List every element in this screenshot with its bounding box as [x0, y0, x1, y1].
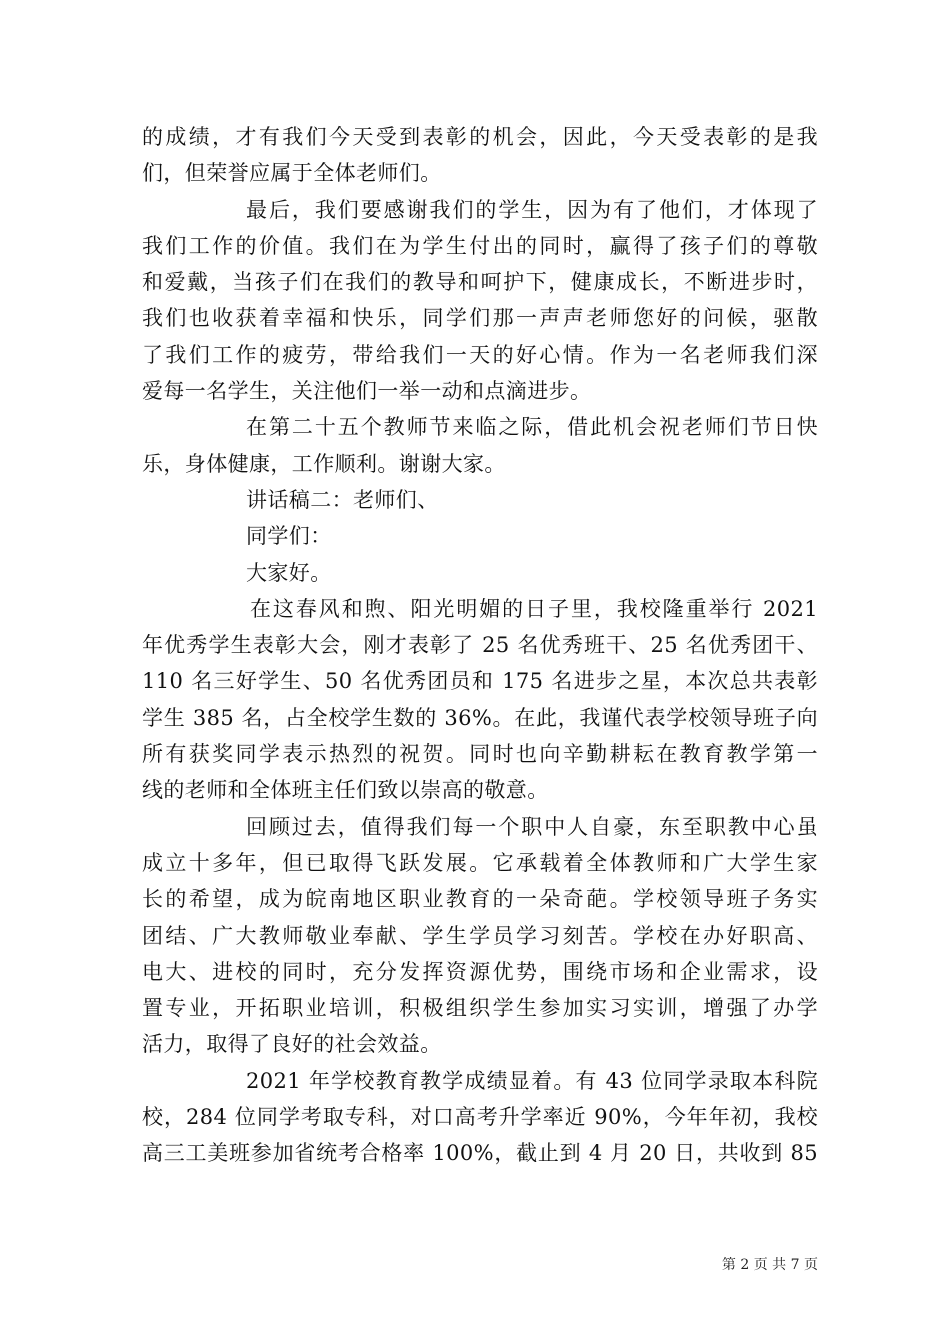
text-line: 长的希望，成为皖南地区职业教育的一朵奇葩。学校领导班子务实: [142, 887, 818, 912]
salutation-line: 同学们：: [246, 524, 332, 549]
text-line: 爱每一名学生，关注他们一举一动和点滴进步。: [142, 379, 592, 404]
text-line: 高三工美班参加省统考合格率 100%，截止到 4 月 20 日，共收到 85: [142, 1141, 818, 1166]
paragraph-start-line: 在第二十五个教师节来临之际，借此机会祝老师们节日快: [246, 415, 818, 440]
greeting-line: 大家好。: [246, 560, 332, 585]
text-line: 电大、进校的同时，充分发挥资源优势，围绕市场和企业需求，设: [142, 959, 818, 984]
text-line: 我们工作的价值。我们在为学生付出的同时，赢得了孩子们的尊敬: [142, 233, 818, 258]
text-line: 线的老师和全体班主任们致以崇高的敬意。: [142, 778, 549, 803]
text-line: 团结、广大教师敬业奉献、学生学员学习刻苦。学校在办好职高、: [142, 923, 818, 948]
text-line: 和爱戴，当孩子们在我们的教导和呵护下，健康成长，不断进步时，: [142, 270, 818, 295]
page-indicator: 第 2 页 共 7 页: [721, 1257, 818, 1273]
text-line: 所有获奖同学表示热烈的祝贺。同时也向辛勤耕耘在教育教学第一: [142, 742, 818, 767]
text-line: 110 名三好学生、50 名优秀团员和 175 名进步之星，本次总共表彰: [142, 669, 818, 694]
paragraph-start-line: 回顾过去，值得我们每一个职中人自豪，东至职教中心虽: [246, 814, 818, 839]
text-line: 活力，取得了良好的社会效益。: [142, 1032, 442, 1057]
paragraph-start-line: 最后，我们要感谢我们的学生，因为有了他们，才体现了: [246, 197, 818, 222]
text-line: 乐，身体健康，工作顺利。谢谢大家。: [142, 451, 506, 476]
speech-heading: 讲话稿二：老师们、: [246, 487, 439, 512]
text-line: 年优秀学生表彰大会，刚才表彰了 25 名优秀班干、25 名优秀团干、: [142, 633, 818, 658]
paragraph-start-line: 2021 年学校教育教学成绩显着。有 43 位同学录取本科院: [246, 1068, 818, 1093]
text-line: 成立十多年，但已取得飞跃发展。它承载着全体教师和广大学生家: [142, 850, 818, 875]
text-line: 了我们工作的疲劳，带给我们一天的好心情。作为一名老师我们深: [142, 342, 818, 367]
text-line: 校，284 位同学考取专科，对口高考升学率近 90%，今年年初，我校: [142, 1105, 818, 1130]
document-body: [142, 119, 818, 1172]
text-line: 们，但荣誉应属于全体老师们。: [142, 161, 442, 186]
paragraph-start-line: 在这春风和煦、阳光明媚的日子里，我校隆重举行 2021: [250, 596, 818, 621]
text-line: 置专业，开拓职业培训，积极组织学生参加实习实训，增强了办学: [142, 996, 818, 1021]
text-line: 我们也收获着幸福和快乐，同学们那一声声老师您好的问候，驱散: [142, 306, 818, 331]
text-line: 学生 385 名，占全校学生数的 36%。在此，我谨代表学校领导班子向: [142, 705, 818, 730]
text-line: 的成绩，才有我们今天受到表彰的机会，因此，今天受表彰的是我: [142, 125, 818, 149]
